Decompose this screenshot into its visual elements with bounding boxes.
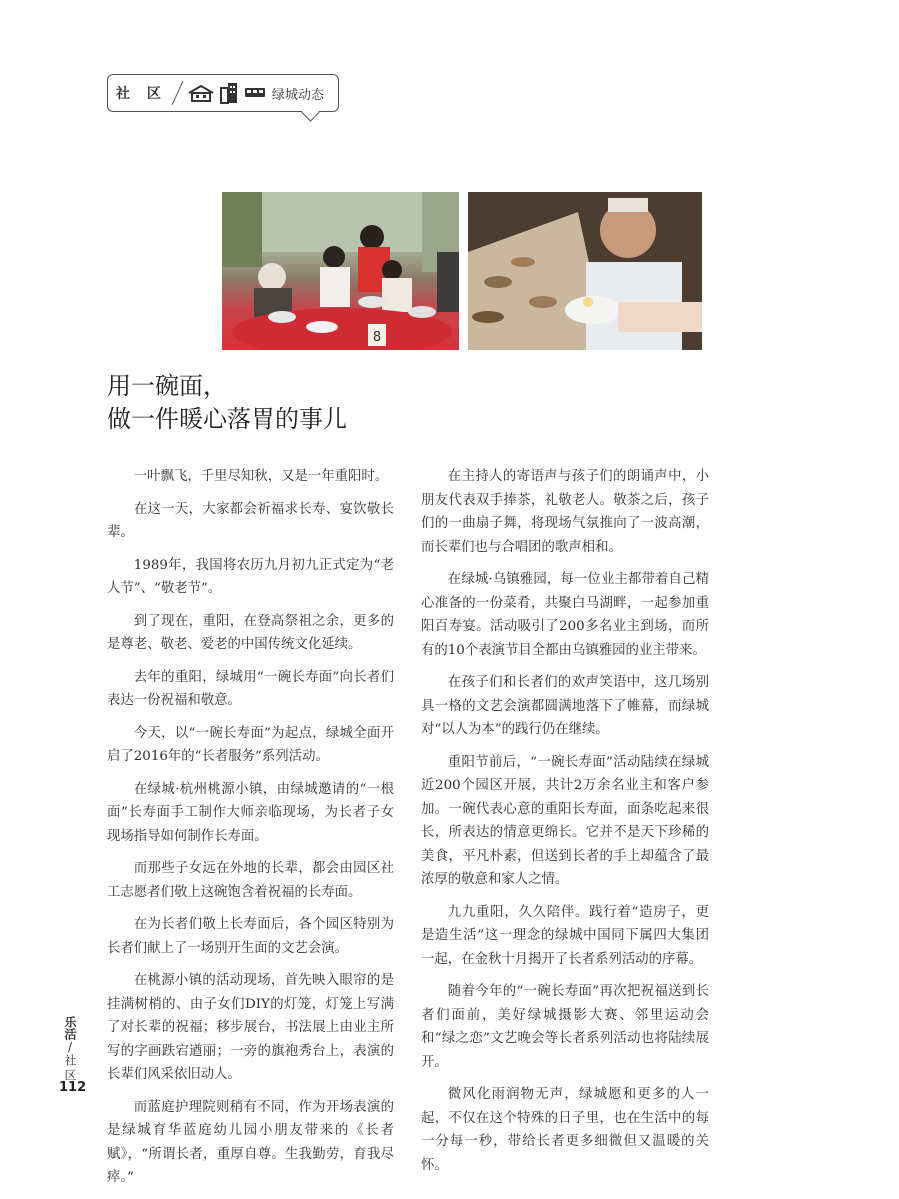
body-column-right	[421, 465, 709, 1186]
footer-slash: /	[67, 1040, 73, 1054]
paragraph: 而蓝庭护理院则稍有不同，作为开场表演的是绿城育华蓝庭幼儿园小朋友带来的《长者赋》，“所谓长者，重厚自尊。生我勤劳，育我尽瘁。”	[107, 1099, 394, 1185]
paragraph: 随着今年的“一碗长寿面”再次把祝福送到长者们面前，美好绿城摄影大赛、邻里运动会和“绿之恋”文艺晚会等长者系列活动也将陆续展开。	[421, 984, 709, 1070]
paragraph: 1989年，我国将农历九月初九正式定为“老人节”、“敬老节”。	[107, 557, 394, 596]
paragraph: 在孩子们和长者们的欢声笑语中，这几场别具一格的文艺会演都圆满地落下了帷幕，而绿城对“以人为本”的践行仍在继续。	[421, 675, 709, 737]
paragraph: 在绿城·杭州桃源小镇，由绿城邀请的“一根面”长寿面手工制作大师亲临现场，为长者子女现场指导如何制作长寿面。	[107, 781, 394, 844]
paragraph: 而那些子女远在外地的长辈，都会由园区社工志愿者们敬上这碗饱含着祝福的长寿面。	[107, 861, 394, 900]
paragraph: 在这一天，大家都会祈福求长寿、宴饮敬长辈。	[107, 501, 394, 540]
section-header	[107, 74, 339, 112]
paragraph: 在绿城·乌镇雅园，每一位业主都带着自己精心准备的一份菜肴，共聚白马湖畔，一起参加重阳百寿宴。活动吸引了200多名业主到场，而所有的10个表演节目全都由乌镇雅园的业主带来。	[421, 572, 709, 658]
paragraph: 九九重阳，久久陪伴。践行着“造房子，更是造生活”这一理念的绿城中国同下属四大集团一起，在金秋十月揭开了长者系列活动的序幕。	[421, 904, 709, 967]
paragraph: 重阳节前后，“一碗长寿面”活动陆续在绿城近200个园区开展，共计2万余名业主和客户参加。一碗代表心意的重阳长寿面，面条吃起来很长，所表达的情意更绵长。它并不是天下珍稀的美食，平凡朴素，但送到长者的手上却蕴含了最浓厚的敬意和家人之情。	[421, 754, 709, 887]
paragraph: 在为长者们敬上长寿面后，各个园区特别为长者们献上了一场别开生面的文艺会演。	[107, 917, 394, 956]
paragraph: 到了现在，重阳，在登高祭祖之余，更多的是尊老、敬老、爱老的中国传统文化延续。	[107, 613, 394, 652]
title-line-2: 做一件暖心落胃的事儿	[107, 405, 347, 433]
house-icon	[188, 84, 214, 102]
paragraph: 在主持人的寄语声与孩子们的朗诵声中，小朋友代表双手捧茶，礼敬老人。敬茶之后，孩子们的一曲扇子舞，将现场气氛推向了一波高潮，而长辈们也与合唱团的歌声相和。	[421, 469, 709, 555]
event-photo-left	[222, 192, 459, 350]
paragraph: 去年的重阳，绿城用“一碗长寿面”向长者们表达一份祝福和敬意。	[107, 669, 394, 708]
paragraph: 今天，以“一碗长寿面”为起点，绿城全面开启了2016年的“长者服务”系列活动。	[107, 725, 394, 764]
title-line-1: 用一碗面，	[107, 372, 227, 400]
bus-icon	[244, 86, 266, 100]
article-title	[107, 370, 507, 436]
building-icon	[220, 82, 238, 104]
paragraph: 在桃源小镇的活动现场，首先映入眼帘的是挂满树梢的、由子女们DIY的灯笼，灯笼上写满了对长辈的祝福；移步展台，书法展上由业主所写的字画跌宕遒丽；一旁的旗袍秀台上，表演的长辈们风采依旧动人。	[107, 973, 394, 1082]
paragraph: 一叶飘飞，千里尽知秋，又是一年重阳时。	[133, 469, 389, 484]
footer-section: 社区	[63, 1054, 77, 1084]
divider	[171, 81, 183, 105]
section-label: 社 区	[116, 86, 167, 102]
subsection-label: 绿城动态	[271, 87, 324, 103]
body-column-left	[107, 465, 394, 1199]
running-footer	[55, 1016, 85, 1084]
page-number: 112	[59, 1080, 87, 1095]
table-number-card: 8	[372, 330, 382, 345]
event-photo-right	[468, 192, 702, 350]
paragraph: 微风化雨润物无声，绿城愿和更多的人一起，不仅在这个特殊的日子里，也在生活中的每一分每一秒，带给长者更多细微但又温暖的关怀。	[421, 1087, 709, 1173]
magazine-brand: 乐活	[63, 1016, 77, 1040]
